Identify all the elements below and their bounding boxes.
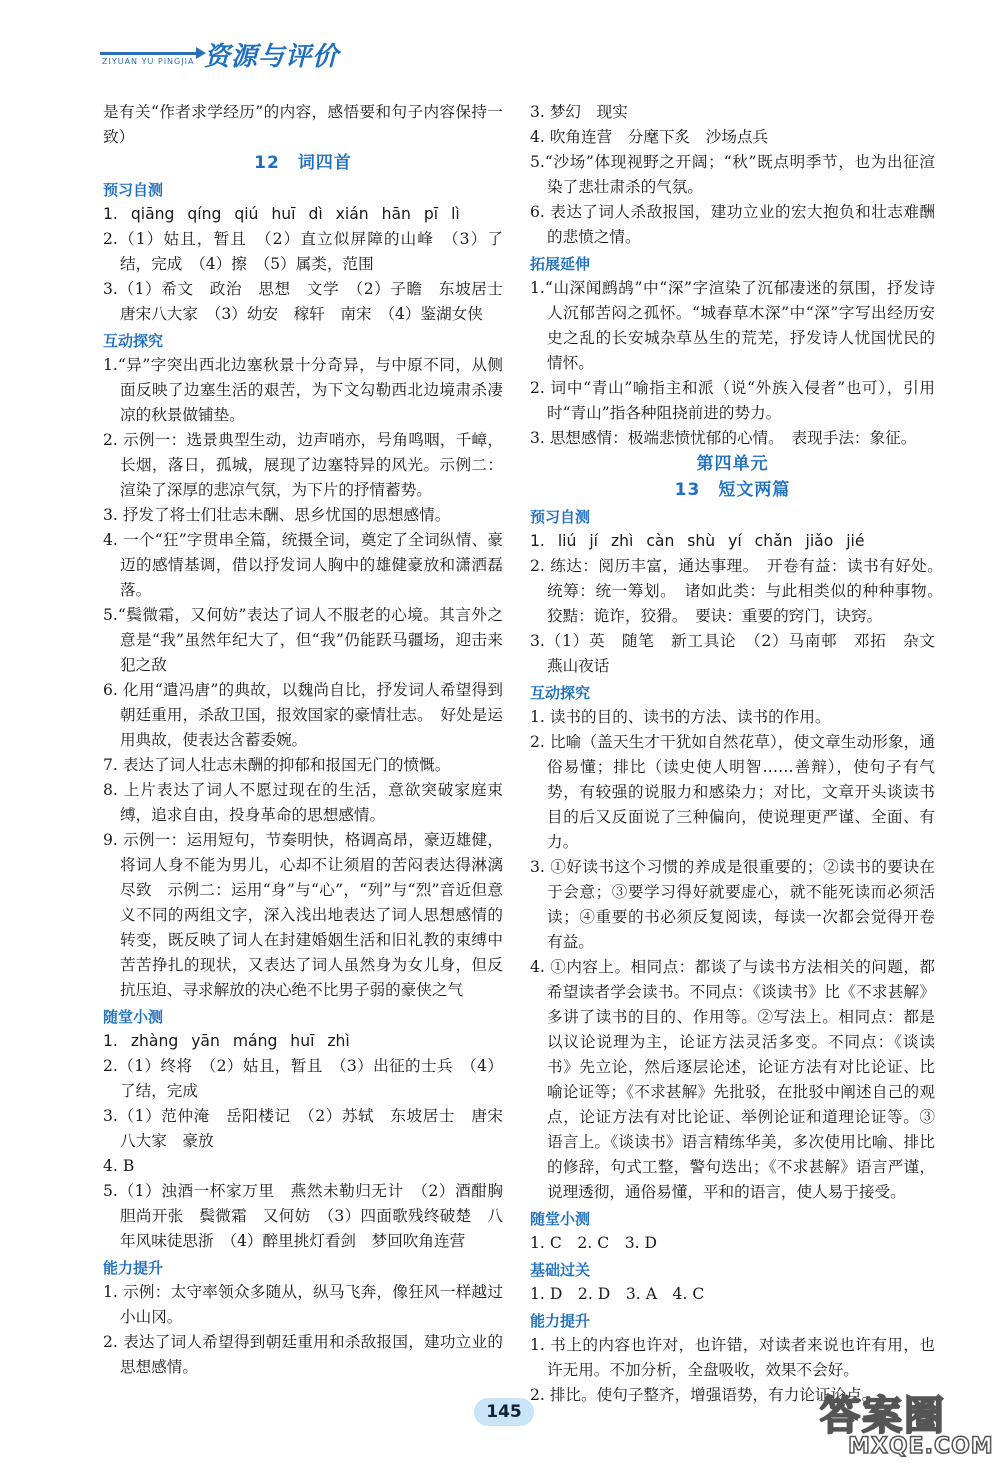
left-column [103,100,519,1380]
list-item: 1. D 2. D 3. A 4. C [530,1285,705,1303]
intro-text: 是有关“作者求学经历”的内容，感悟要和句子内容保持一致） [103,103,503,146]
list-item: 1.“山深闻鹧鸪”中“深”字渲染了沉郁凄迷的氛围，抒发诗人沉郁苦闷之孤怀。“城春草木深”中“深”字写出经历安史之乱的长安城杂草丛生的荒芜，抒发诗人忧国忧民的情怀。 [530,279,935,372]
lesson-12-title: 12 词四首 [254,153,352,173]
watermark-text: 答案圈 [820,1393,946,1439]
list-item: 4. B [103,1157,135,1175]
section-heading: 拓展延伸 [530,255,591,273]
list-item: 3.（1）范仲淹 岳阳楼记 （2）苏轼 东坡居士 唐宋八大家 豪放 [103,1107,503,1150]
header-subtitle: ZIYUAN YU PINGJIA [102,57,195,66]
list-item: 7. 表达了词人壮志未酬的抑郁和报国无门的愤慨。 [103,756,451,774]
list-item: 6. 表达了词人杀敌报国，建功立业的宏大抱负和壮志难酬的悲愤之情。 [530,203,935,246]
list-item: 1. zhàng yān máng huī zhì [103,1032,350,1050]
list-item: 5.“鬓微霜，又何妨”表达了词人不服老的心境。其言外之意是“我”虽然年纪大了，但“我”仍能跃马疆场，迎击来犯之敌 [103,606,503,674]
list-item: 1. 书上的内容也许对，也许错，对读者来说也许有用，也许无用。不加分析，全盘吸收，效果不会好。 [530,1336,935,1379]
section-heading: 互动探究 [530,684,591,702]
list-item: 3.（1）希文 政治 思想 文学 （2）子瞻 东坡居士 唐宋八大家 （3）幼安 稼轩 南宋 （4）鉴湖女侠 [103,280,519,323]
watermark-url: MXQE.COM [848,1434,994,1459]
list-item: 1. C 2. C 3. D [530,1234,658,1252]
section-heading: 预习自测 [103,181,164,199]
list-item: 3. 抒发了将士们壮志未酬、思乡忧国的思想感情。 [103,506,451,524]
section-heading: 能力提升 [103,1259,164,1277]
list-item: 3.（1）英 随笔 新工具论 （2）马南邨 邓拓 杂文 燕山夜话 [530,632,951,675]
list-item: 2. 表达了词人希望得到朝廷重用和杀敌报国，建功立业的思想感情。 [103,1333,503,1376]
list-item: 1. qiāng qíng qiú huī dì xián hān pī lì [103,205,460,223]
list-item: 2. 比喻（盖天生才干犹如自然花草），使文章生动形象，通俗易懂；排比（读史使人明智……善辩），使句子有气势，有较强的说服力和感染力；对比，文章开头谈读书目的后又反面说了三种偏向，使说理更严谨、全面、有力。 [530,733,935,851]
list-item: 3. 梦幻 现实 [530,103,628,121]
section-heading: 预习自测 [530,508,591,526]
list-item: 8. 上片表达了词人不愿过现在的生活，意欲突破家庭束缚，追求自由，投身革命的思想感情。 [103,781,503,824]
section-heading: 基础过关 [530,1261,591,1279]
list-item: 1. 读书的目的、读书的方法、读书的作用。 [530,708,831,726]
list-item: 9. 示例一：运用短句，节奏明快，格调高昂，豪迈雄健，将词人身不能为男儿，心却不让须眉的苦闷表达得淋漓尽致 示例二：运用“身”与“心”，“列”与“烈”音近但意义不同的两组文字，深入浅出地表达了词人思想感情的转变，既反映了词人在封建婚姻生活和旧礼教的束缚中苦苦挣扎的现状，又表达了词人虽然身为女儿身，但反抗压迫、寻求解放的决心绝不比男子弱的豪侠之气 [103,831,503,999]
list-item: 5.（1）浊酒一杯家万里 燕然未勒归无计 （2）酒酣胸胆尚开张 鬓微霜 又何妨 （3）四面歌残终破楚 八年风味徒思浙 （4）醉里挑灯看剑 梦回吹角连营 [103,1182,503,1250]
list-item: 1. 示例：太守率领众多随从，纵马飞奔，像狂风一样越过小山冈。 [103,1283,503,1326]
list-item: 2. 排比。使句子整齐，增强语势，有力论证论点。 [530,1386,878,1404]
section-heading: 随堂小测 [103,1008,164,1026]
list-item: 4. ①内容上。相同点：都谈了与读书方法相关的问题，都希望读者学会读书。不同点：《谈读书》比《不求甚解》多讲了读书的目的、作用等。②写法上。相同点：都是以议论说理为主，论证方法灵活多变。不同点：《谈读书》先立论，然后逐层论述，论证方法有对比论证、比喻论证等；《不求甚解》先批驳，在批驳中阐述自己的观点，论证方法有对比论证、举例论证和道理论证等。③语言上。《谈读书》语言精练华美，多次使用比喻、排比的修辞，句式工整，警句迭出；《不求甚解》语言严谨，说理透彻，通俗易懂，平和的语言，使人易于接受。 [530,958,935,1201]
list-item: 3. 思想感情：极端悲愤忧郁的心情。 表现手法：象征。 [530,429,917,447]
section-heading: 随堂小测 [530,1210,591,1228]
list-item: 2. 练达：阅历丰富，通达事理。 开卷有益：读书有好处。 统筹：统一筹划。 诸如此类：与此相类似的种种事物。 狡黠：诡诈，狡猾。 要诀：重要的窍门，诀窍。 [530,557,951,625]
watermark-logo [820,1384,994,1462]
page-number: 145 [474,1398,534,1426]
list-item: 1. liú jí zhì càn shù yí chǎn jiǎo jié [530,532,865,550]
section-heading: 互动探究 [103,332,164,350]
list-item: 2. 词中“青山”喻指主和派（说“外族入侵者”也可），引用时“青山”指各种阻挠前进的势力。 [530,379,935,422]
lesson-13-title: 13 短文两篇 [674,480,791,500]
right-column [530,100,951,1408]
page-header [100,34,400,74]
list-item: 4. 一个“狂”字贯串全篇，统摄全词，奠定了全词纵情、豪迈的感情基调，借以抒发词人胸中的雄健豪放和潇洒磊落。 [103,531,503,599]
list-item: 3. ①好读书这个习惯的养成是很重要的；②读书的要诀在于会意；③要学习得好就要虚心，就不能死读而必须活读；④重要的书必须反复阅读，每读一次都会觉得开卷有益。 [530,858,935,951]
list-item: 2. 示例一：选景典型生动，边声哨亦，号角鸣咽，千嶂，长烟，落日，孤城，展现了边塞特异的风光。示例二：渲染了深厚的悲凉气氛，为下片的抒情蓄势。 [103,431,503,499]
list-item: 1.“异”字突出西北边塞秋景十分奇异，与中原不同，从侧面反映了边塞生活的艰苦，为下文勾勒西北边境肃杀凄凉的秋景做铺垫。 [103,356,503,424]
list-item: 2.（1）姑且，暂且 （2）直立似屏障的山峰 （3）了结，完成 （4）擦 （5）属类，范围 [103,230,503,273]
section-heading: 能力提升 [530,1312,591,1330]
list-item: 2.（1）终将 （2）姑且，暂且 （3）出征的士兵 （4）了结，完成 [103,1057,503,1100]
unit-title: 第四单元 [696,454,769,474]
list-item: 5.“沙场”体现视野之开阔；“秋”既点明季节，也为出征渲染了悲壮肃杀的气氛。 [530,153,935,196]
list-item: 4. 吹角连营 分麾下炙 沙场点兵 [530,128,769,146]
header-title: 资源与评价 [204,42,340,72]
list-item: 6. 化用“遣冯唐”的典故，以魏尚自比，抒发词人希望得到朝廷重用，杀敌卫国，报效国家的豪情壮志。 好处是运用典故，使表达含蓄委婉。 [103,681,503,749]
arrow-icon [100,52,198,55]
